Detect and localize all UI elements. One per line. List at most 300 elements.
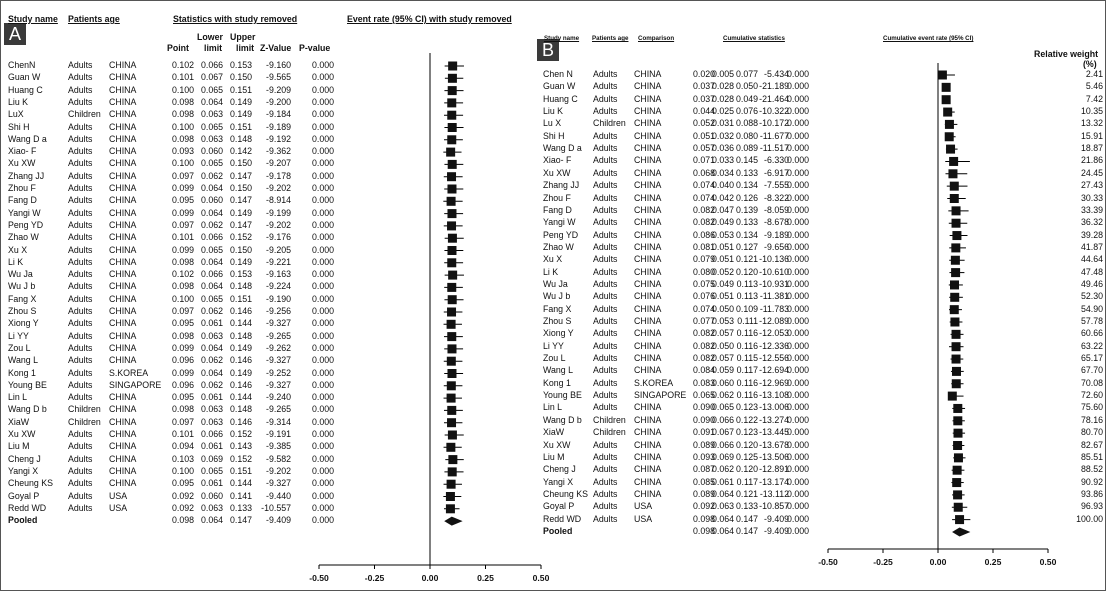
a-study-name: Wang D a — [8, 133, 47, 144]
a-study-name: Huang C — [8, 84, 43, 95]
b-point-marker — [948, 169, 957, 178]
a-stat-value: -9.582 — [266, 453, 291, 464]
b-stat-value: 0.116 — [736, 328, 758, 339]
a-country: CHINA — [109, 72, 137, 83]
b-study-name: Wang L — [543, 365, 573, 376]
b-stat-value: 0.000 — [786, 427, 809, 438]
a-point-marker — [448, 160, 457, 169]
b-stat-value: 0.040 — [711, 180, 734, 191]
a-study-name: Shi H — [8, 121, 30, 132]
a-study-name: Zhou F — [8, 183, 36, 193]
b-comparison: CHINA — [634, 316, 662, 326]
a-country: CHINA — [109, 306, 137, 316]
b-stat-value: 0.117 — [736, 365, 758, 376]
b-stat-value: 0.064 — [711, 488, 734, 499]
b-point-marker — [950, 280, 959, 289]
a-patients-age: Adults — [68, 379, 93, 390]
b-stat-value: 0.037 — [692, 81, 715, 92]
a-point-marker — [446, 504, 455, 513]
a-stat-value: 0.000 — [311, 515, 334, 526]
a-stat-value: -10.557 — [261, 502, 291, 513]
a-stat-value: 0.065 — [200, 158, 223, 169]
b-point-marker — [951, 268, 960, 277]
a-stat-value: 0.060 — [200, 195, 223, 206]
a-patients-age: Adults — [68, 232, 93, 243]
b-stat-value: -10.172 — [759, 118, 789, 129]
b-patients-age: Adults — [593, 402, 618, 413]
a-stat-value: -8.914 — [266, 195, 291, 206]
b-stat-value: 0.125 — [735, 451, 758, 462]
b-stat-value: 0.121 — [735, 254, 758, 265]
b-stat-value: 0.050 — [735, 81, 758, 92]
b-stat-value: 0.057 — [692, 143, 715, 154]
a-country: USA — [109, 490, 128, 501]
a-country: CHINA — [109, 232, 137, 243]
a-study-name: Cheung KS — [8, 478, 53, 489]
b-comparison: CHINA — [634, 180, 662, 191]
b-stat-value: 0.000 — [786, 476, 809, 487]
a-stat-value: 0.000 — [311, 318, 334, 329]
a-stat-value: 0.148 — [229, 404, 252, 415]
a-patients-age: Children — [68, 109, 101, 120]
a-stat-value: 0.146 — [229, 416, 252, 427]
b-stat-value: -9.409 — [764, 513, 789, 524]
b-point-marker — [952, 367, 961, 376]
b-study-name: Fang D — [543, 204, 572, 215]
b-stat-value: 0.116 — [736, 390, 758, 401]
a-country: CHINA — [109, 478, 137, 489]
b-stat-value: 0.044 — [692, 106, 715, 117]
a-stat-value: 0.000 — [311, 256, 334, 267]
b-stat-value: 0.074 — [692, 180, 715, 191]
b-patients-age: Adults — [593, 204, 618, 215]
a-header-lower-limit: limit — [204, 43, 223, 53]
b-point-marker — [954, 503, 963, 512]
b-study-name: Xiao- F — [543, 155, 572, 166]
b-stat-value: 0.088 — [735, 118, 758, 129]
b-stat-value: 0.000 — [786, 390, 809, 401]
a-stat-value: 0.150 — [229, 158, 252, 169]
a-study-name: Goyal P — [8, 490, 40, 501]
a-stat-value: 0.067 — [200, 72, 223, 83]
a-country: CHINA — [109, 342, 137, 353]
b-stat-value: 0.047 — [711, 204, 734, 215]
b-relative-weight: 7.42 — [1085, 93, 1103, 104]
a-stat-value: -9.163 — [266, 269, 291, 280]
a-point-marker — [447, 344, 456, 353]
b-stat-value: -12.891 — [759, 464, 789, 475]
a-stat-value: 0.099 — [171, 183, 194, 193]
b-stat-value: 0.036 — [711, 143, 734, 154]
b-stat-value: 0.134 — [735, 229, 758, 240]
b-patients-age: Adults — [593, 266, 618, 277]
b-comparison: CHINA — [634, 303, 662, 314]
a-point-marker — [448, 431, 457, 440]
a-axis-tick-label: 0.25 — [477, 573, 494, 583]
b-stat-value: -13.274 — [759, 414, 789, 425]
b-stat-value: 0.127 — [735, 241, 758, 252]
a-stat-value: 0.146 — [229, 379, 252, 390]
a-stat-value: 0.097 — [171, 416, 194, 427]
b-patients-age: Adults — [593, 488, 618, 499]
b-relative-weight: 5.46 — [1085, 81, 1103, 92]
b-stat-value: 0.069 — [711, 451, 734, 462]
b-stat-value: 0.083 — [692, 377, 715, 388]
a-stat-value: 0.000 — [311, 465, 334, 476]
a-stat-value: -9.207 — [266, 158, 291, 169]
a-country: CHINA — [109, 133, 137, 144]
a-stat-value: 0.061 — [200, 392, 223, 403]
b-stat-value: -13.174 — [759, 476, 789, 487]
a-study-name: Yangi X — [8, 465, 39, 476]
a-stat-value: -9.265 — [266, 330, 291, 341]
a-stat-value: -9.327 — [266, 318, 291, 329]
b-stat-value: 0.068 — [692, 167, 715, 178]
a-study-name: Fang X — [8, 293, 37, 304]
a-country: S.KOREA — [109, 367, 149, 378]
b-stat-value: 0.064 — [711, 525, 734, 536]
b-stat-value: 0.074 — [692, 303, 715, 314]
b-stat-value: 0.000 — [786, 303, 809, 314]
b-header-cumulative-statistics: Cumulative statistics — [723, 35, 785, 42]
a-stat-value: 0.099 — [171, 367, 194, 378]
a-stat-value: 0.094 — [171, 441, 194, 452]
a-stat-value: 0.093 — [171, 146, 194, 157]
b-stat-value: 0.034 — [711, 167, 734, 178]
b-stat-value: 0.052 — [711, 266, 734, 277]
b-stat-value: 0.077 — [735, 69, 758, 79]
b-point-marker — [943, 108, 952, 117]
b-patients-age: Adults — [593, 143, 618, 154]
a-stat-value: -9.221 — [266, 256, 291, 267]
a-stat-value: 0.148 — [229, 281, 252, 292]
b-point-marker — [952, 342, 961, 351]
b-relative-weight: 10.35 — [1080, 106, 1103, 117]
a-stat-value: -9.184 — [266, 109, 291, 120]
b-comparison: CHINA — [634, 414, 662, 425]
b-stat-value: 0.000 — [786, 414, 809, 425]
a-country: CHINA — [109, 183, 137, 193]
a-stat-value: -9.262 — [266, 342, 291, 353]
b-stat-value: 0.089 — [692, 488, 715, 499]
b-stat-value: 0.000 — [786, 278, 809, 289]
b-patients-age: Adults — [593, 390, 618, 401]
a-stat-value: -9.200 — [266, 96, 291, 107]
a-stat-value: 0.000 — [311, 170, 334, 181]
a-patients-age: Adults — [68, 367, 93, 378]
b-comparison: CHINA — [634, 204, 662, 215]
a-study-name: Pooled — [8, 515, 38, 526]
b-study-name: Xu XW — [543, 439, 571, 450]
b-axis-tick-label: 0.00 — [929, 557, 947, 567]
a-study-name: LuX — [8, 109, 24, 120]
a-stat-value: 0.000 — [311, 367, 334, 378]
a-stat-value: 0.149 — [229, 109, 252, 120]
b-stat-value: 0.020 — [692, 69, 715, 79]
a-stat-value: 0.101 — [171, 232, 194, 243]
a-country: CHINA — [109, 121, 137, 132]
b-stat-value: 0.066 — [711, 439, 734, 450]
a-stat-value: -9.409 — [266, 515, 291, 526]
b-patients-age: Children — [593, 118, 626, 129]
b-stat-value: 0.000 — [786, 316, 809, 326]
a-stat-value: 0.146 — [229, 355, 252, 366]
a-patients-age: Adults — [68, 318, 93, 329]
b-axis-tick-label: -0.50 — [818, 557, 838, 567]
b-patients-age: Adults — [593, 254, 618, 265]
a-stat-value: 0.000 — [311, 306, 334, 316]
b-patients-age: Adults — [593, 217, 618, 228]
a-stat-value: 0.064 — [200, 96, 223, 107]
b-study-name: Huang C — [543, 93, 578, 104]
a-country: CHINA — [109, 330, 137, 341]
b-patients-age: Adults — [593, 278, 618, 289]
b-stat-value: -11.783 — [759, 303, 789, 314]
a-country: CHINA — [109, 293, 137, 304]
b-point-marker — [952, 330, 961, 339]
b-relative-weight: 27.43 — [1080, 180, 1103, 191]
b-relative-weight: 24.45 — [1080, 167, 1103, 178]
a-stat-value: 0.098 — [171, 109, 194, 120]
a-stat-value: 0.149 — [229, 207, 252, 218]
a-stat-value: 0.141 — [229, 490, 252, 501]
a-study-name: Guan W — [8, 72, 41, 83]
a-stat-value: 0.064 — [200, 183, 223, 193]
a-stat-value: 0.066 — [200, 269, 223, 280]
b-stat-value: 0.065 — [711, 402, 734, 413]
b-comparison: CHINA — [634, 427, 662, 438]
a-stat-value: 0.100 — [171, 121, 194, 132]
a-point-marker — [447, 283, 456, 292]
a-stat-value: 0.069 — [200, 453, 223, 464]
a-country: CHINA — [109, 404, 137, 415]
a-stat-value: 0.100 — [171, 84, 194, 95]
a-stat-value: 0.096 — [171, 379, 194, 390]
a-country: CHINA — [109, 244, 137, 255]
a-study-name: Xiong Y — [8, 318, 39, 329]
b-stat-value: 0.074 — [692, 192, 715, 203]
b-stat-value: 0.082 — [692, 340, 715, 351]
b-study-name: Xu XW — [543, 167, 571, 178]
b-point-marker — [953, 416, 962, 425]
b-stat-value: 0.063 — [711, 501, 734, 512]
a-country: CHINA — [109, 416, 137, 427]
b-study-name: Zhao W — [543, 241, 574, 252]
a-country: CHINA — [109, 429, 137, 439]
a-stat-value: -9.190 — [266, 293, 291, 304]
b-patients-age: Adults — [593, 93, 618, 104]
b-stat-value: 0.052 — [692, 118, 715, 129]
a-stat-value: -9.240 — [266, 392, 291, 403]
b-patients-age: Adults — [593, 155, 618, 166]
b-study-name: Goyal P — [543, 501, 575, 512]
b-stat-value: 0.133 — [735, 167, 758, 178]
b-comparison: CHINA — [634, 155, 662, 166]
a-country: CHINA — [109, 441, 137, 452]
b-study-name: Xu X — [543, 254, 563, 265]
b-patients-age: Adults — [593, 513, 618, 524]
b-stat-value: 0.000 — [786, 106, 809, 117]
b-stat-value: 0.079 — [692, 254, 715, 265]
a-study-name: Li K — [8, 256, 24, 267]
a-stat-value: 0.097 — [171, 219, 194, 230]
b-stat-value: 0.082 — [692, 353, 715, 364]
a-patients-age: Adults — [68, 330, 93, 341]
a-study-name: Liu M — [8, 441, 30, 452]
b-relative-weight: 96.93 — [1080, 501, 1103, 512]
a-stat-value: -9.440 — [266, 490, 291, 501]
a-point-marker — [446, 443, 455, 452]
b-patients-age: Adults — [593, 167, 618, 178]
a-study-name: ChenN — [8, 60, 36, 70]
a-stat-value: 0.143 — [229, 441, 252, 452]
b-stat-value: 0.109 — [735, 303, 758, 314]
a-stat-value: 0.103 — [171, 453, 194, 464]
a-point-marker — [447, 135, 456, 144]
panel-a-label: A — [4, 23, 26, 45]
b-stat-value: -10.931 — [759, 278, 789, 289]
b-stat-value: -12.336 — [759, 340, 789, 351]
a-stat-value: 0.092 — [171, 502, 194, 513]
a-point-marker — [447, 209, 456, 218]
b-study-name: Liu K — [543, 106, 564, 117]
a-stat-value: -9.314 — [266, 416, 291, 427]
a-stat-value: 0.065 — [200, 465, 223, 476]
a-point-marker — [447, 246, 456, 255]
a-stat-value: -9.191 — [266, 429, 291, 439]
a-stat-value: 0.147 — [229, 170, 252, 181]
b-relative-weight: 78.16 — [1080, 414, 1103, 425]
b-stat-value: -13.678 — [759, 439, 789, 450]
b-header-cumulative-event-rate: Cumulative event rate (95% CI) — [883, 35, 974, 42]
a-stat-value: 0.095 — [171, 195, 194, 206]
b-patients-age: Children — [593, 414, 626, 425]
b-comparison: S.KOREA — [634, 377, 674, 388]
a-study-name: Wu Ja — [8, 269, 33, 280]
b-stat-value: 0.005 — [711, 69, 734, 79]
a-stat-value: 0.000 — [311, 281, 334, 292]
b-stat-value: -5.434 — [764, 69, 789, 79]
b-stat-value: 0.000 — [786, 525, 809, 536]
b-point-marker — [953, 404, 962, 413]
b-study-name: Li YY — [543, 340, 564, 351]
a-patients-age: Children — [68, 404, 101, 415]
a-country: CHINA — [109, 219, 137, 230]
b-comparison: CHINA — [634, 93, 662, 104]
b-relative-weight: 13.32 — [1080, 118, 1103, 129]
b-patients-age: Adults — [593, 340, 618, 351]
a-point-marker — [447, 394, 456, 403]
b-point-marker — [952, 379, 961, 388]
b-patients-age: Adults — [593, 365, 618, 376]
a-patients-age: Adults — [68, 84, 93, 95]
a-header-point: Point — [167, 43, 189, 53]
b-relative-weight: 33.39 — [1080, 204, 1103, 215]
b-stat-value: -21.189 — [759, 81, 789, 92]
b-comparison: CHINA — [634, 488, 662, 499]
a-point-marker — [447, 308, 456, 317]
a-stat-value: 0.096 — [171, 355, 194, 366]
a-point-marker — [447, 221, 456, 230]
a-stat-value: 0.063 — [200, 330, 223, 341]
a-stat-value: -9.265 — [266, 404, 291, 415]
a-header-upper: Upper — [230, 32, 256, 42]
a-patients-age: Adults — [68, 195, 93, 206]
b-stat-value: 0.116 — [736, 340, 758, 351]
b-stat-value: 0.057 — [711, 353, 734, 364]
a-stat-value: 0.000 — [311, 121, 334, 132]
a-country: CHINA — [109, 207, 137, 218]
b-stat-value: -10.322 — [759, 106, 789, 117]
b-stat-value: -11.517 — [759, 143, 789, 154]
b-stat-value: 0.082 — [692, 204, 715, 215]
b-stat-value: 0.091 — [692, 427, 715, 438]
b-point-marker — [946, 145, 955, 154]
b-patients-age: Adults — [593, 316, 618, 326]
b-stat-value: 0.000 — [786, 93, 809, 104]
b-study-name: Liu M — [543, 451, 565, 462]
a-header-statistics: Statistics with study removed — [173, 14, 298, 24]
a-stat-value: 0.102 — [171, 60, 194, 70]
a-stat-value: 0.000 — [311, 109, 334, 120]
b-study-name: Cheng J — [543, 464, 576, 475]
b-stat-value: 0.080 — [692, 266, 715, 277]
b-stat-value: 0.037 — [692, 93, 715, 104]
b-stat-value: 0.049 — [711, 278, 734, 289]
b-study-name: Zhou F — [543, 192, 571, 203]
a-patients-age: Adults — [68, 269, 93, 280]
b-stat-value: 0.033 — [711, 155, 734, 166]
b-stat-value: 0.050 — [711, 340, 734, 351]
a-stat-value: 0.151 — [229, 121, 252, 132]
b-study-name: Zou L — [543, 353, 566, 364]
b-stat-value: 0.053 — [711, 229, 734, 240]
a-stat-value: 0.061 — [200, 478, 223, 489]
b-point-marker — [952, 219, 961, 228]
b-study-name: XiaW — [543, 427, 565, 438]
a-stat-value: 0.150 — [229, 72, 252, 83]
a-stat-value: 0.064 — [200, 367, 223, 378]
b-study-name: Wu J b — [543, 291, 571, 302]
a-stat-value: 0.101 — [171, 72, 194, 83]
b-relative-weight: 41.87 — [1080, 241, 1103, 252]
b-patients-age: Adults — [593, 241, 618, 252]
a-stat-value: 0.150 — [229, 183, 252, 193]
b-point-marker — [952, 231, 961, 240]
a-study-name: Lin L — [8, 392, 28, 403]
a-stat-value: -9.202 — [266, 465, 291, 476]
a-stat-value: -9.362 — [266, 146, 291, 157]
a-axis-tick-label: 0.50 — [532, 573, 550, 583]
b-stat-value: 0.081 — [692, 241, 715, 252]
b-stat-value: -9.656 — [764, 241, 789, 252]
b-comparison: CHINA — [634, 241, 662, 252]
b-comparison: USA — [634, 513, 653, 524]
a-stat-value: 0.100 — [171, 465, 194, 476]
b-stat-value: 0.066 — [711, 414, 734, 425]
b-axis-tick-label: -0.25 — [873, 557, 893, 567]
a-patients-age: Adults — [68, 60, 93, 70]
b-relative-weight: 39.28 — [1080, 229, 1103, 240]
b-patients-age: Children — [593, 427, 626, 438]
b-relative-weight: 47.48 — [1080, 266, 1103, 277]
a-stat-value: 0.098 — [171, 281, 194, 292]
a-study-name: Kong 1 — [8, 367, 36, 378]
a-study-name: Liu K — [8, 96, 29, 107]
b-stat-value: 0.113 — [736, 278, 758, 289]
a-stat-value: 0.000 — [311, 133, 334, 144]
b-study-name: Kong 1 — [543, 377, 571, 388]
